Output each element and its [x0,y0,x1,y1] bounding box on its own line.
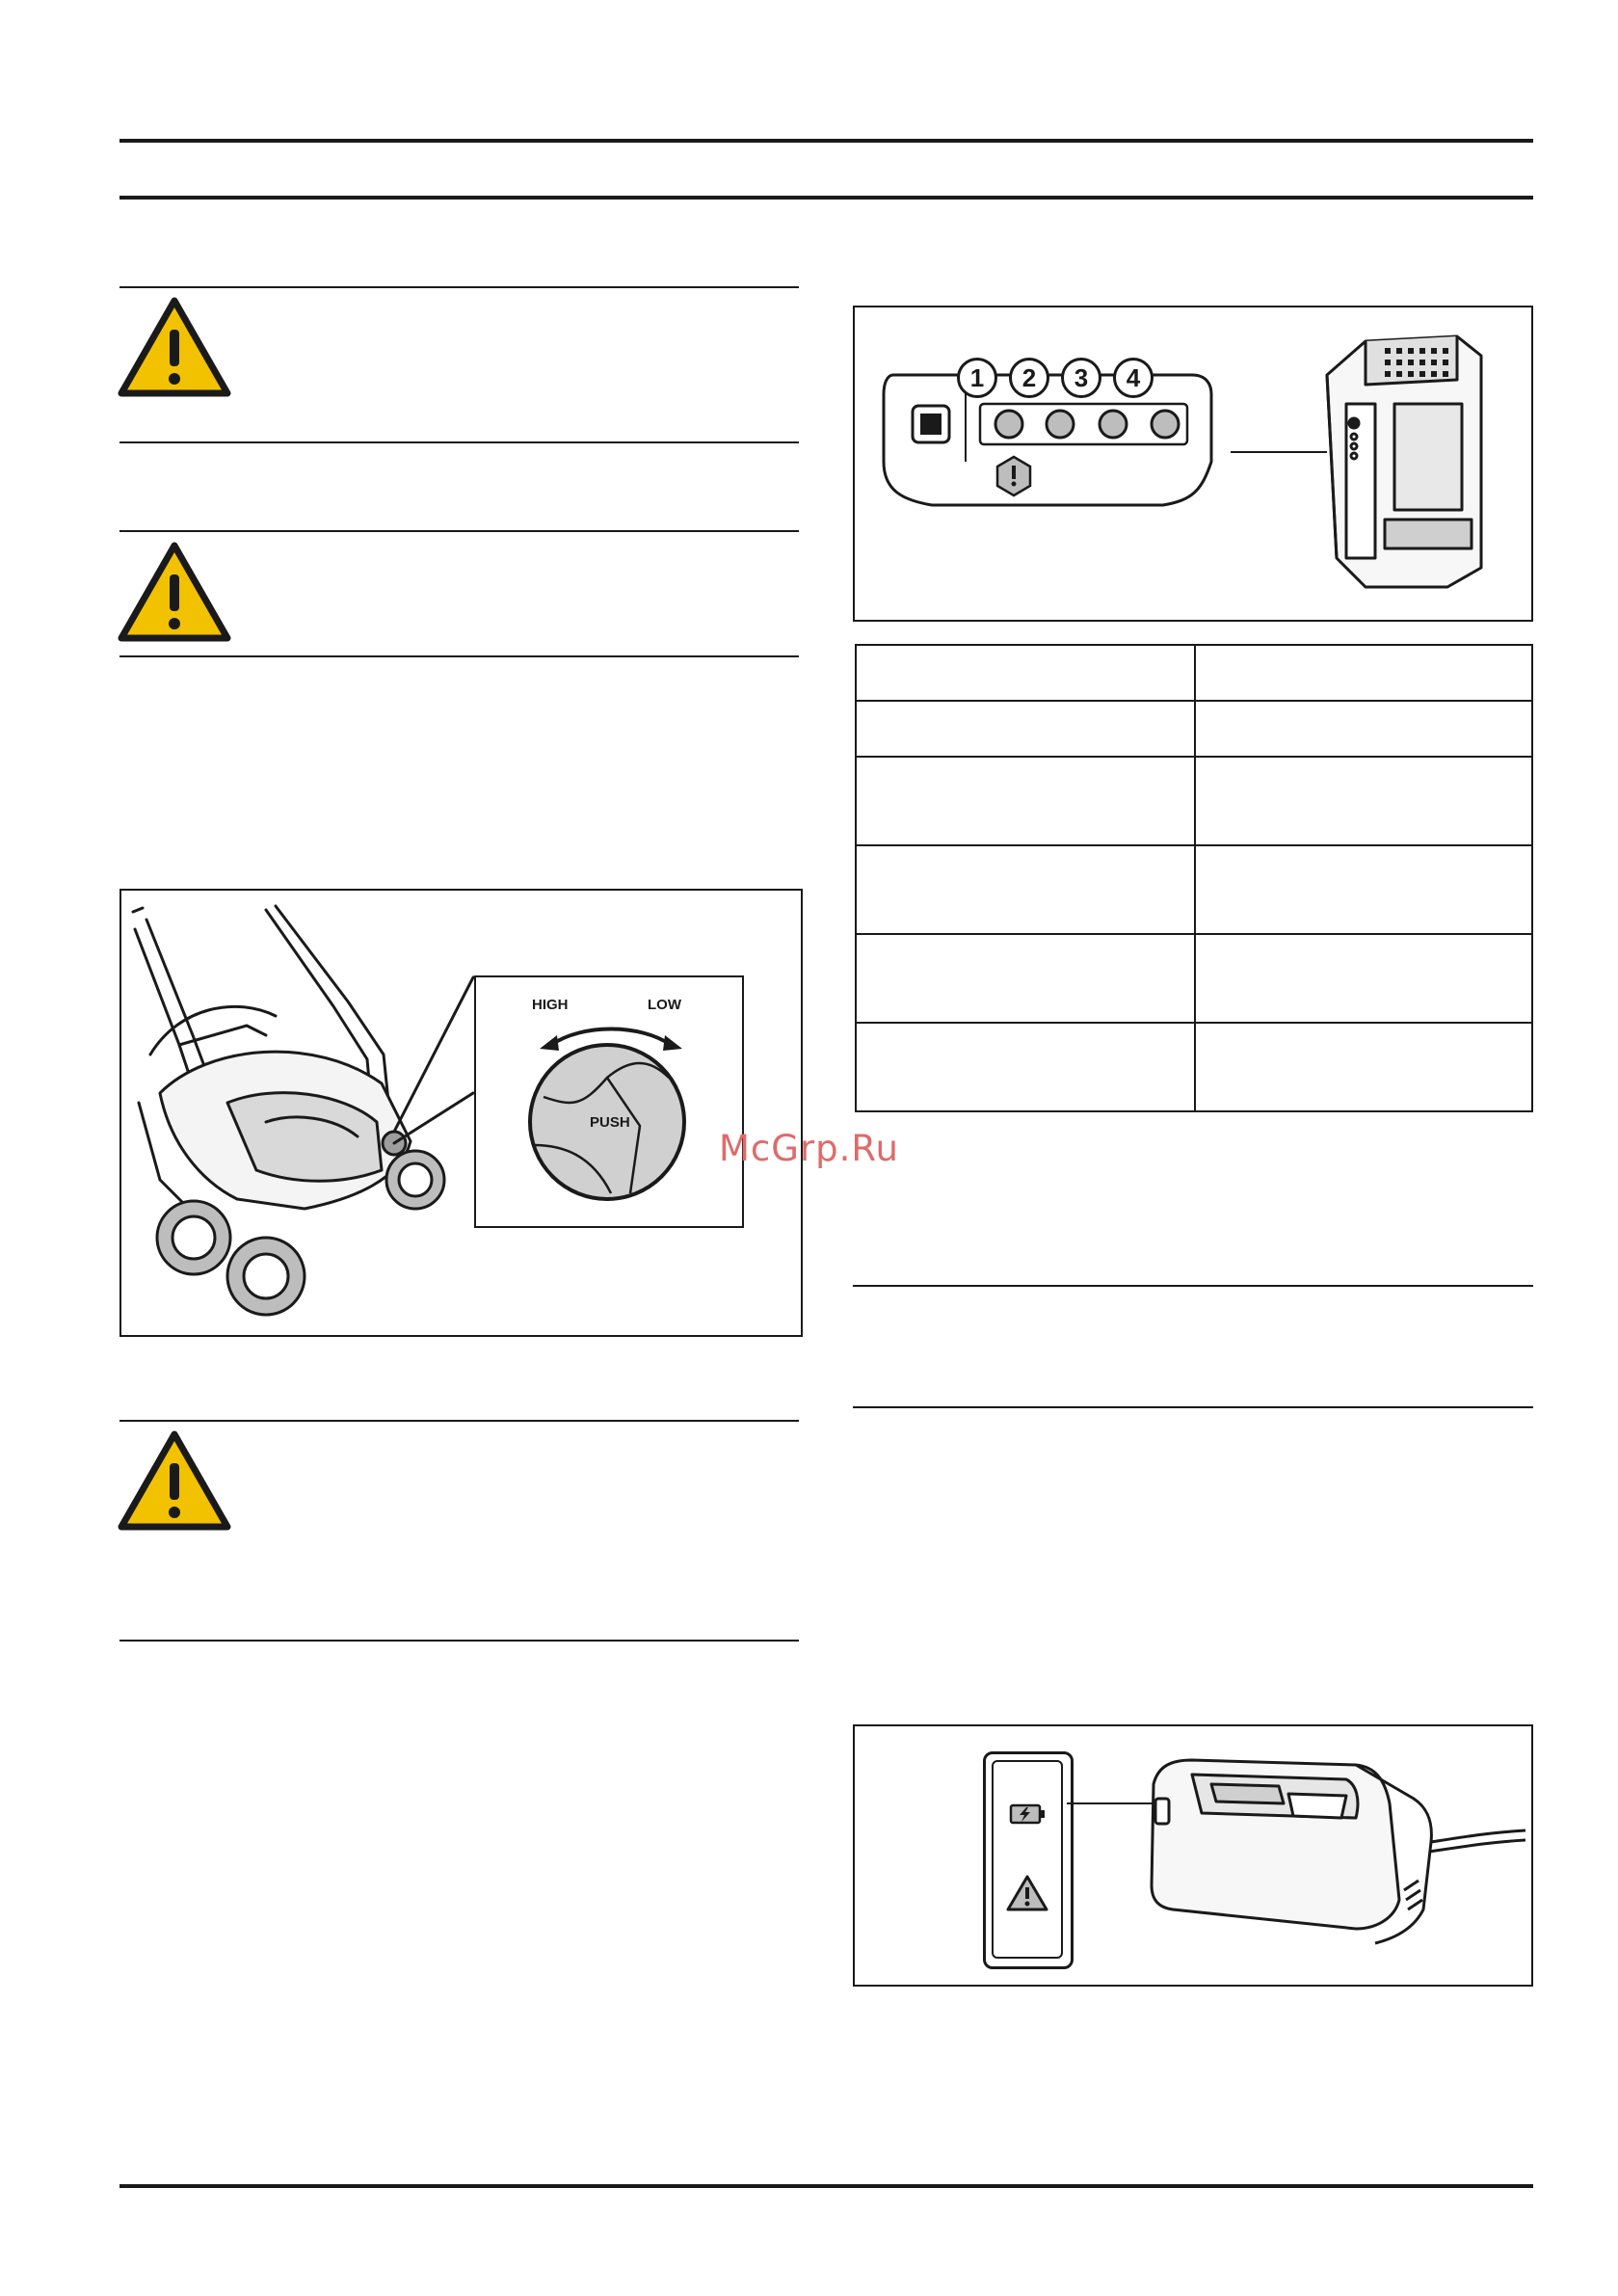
table-cell [1195,934,1532,1023]
figure-charger [853,1724,1533,1987]
high-label: HIGH [532,997,569,1013]
table-cell [1195,645,1532,701]
warning-1-rule-top [119,286,799,288]
table-row [856,645,1532,701]
charger-illustration [1067,1746,1529,1977]
warning-2-rule-top [119,530,799,532]
table-cell [856,645,1195,701]
led-callout-3: 3 [1061,358,1101,398]
table-row [856,934,1532,1023]
header-rule-top [119,139,1533,143]
battery-status-table [855,644,1533,1112]
footer-rule [119,2184,1533,2188]
watermark-text: McGrp.Ru [719,1128,899,1169]
figure-battery-indicator [853,306,1533,622]
warning-triangle-icon [118,297,231,397]
warning-3-rule-top [119,1420,799,1422]
warning-2-rule-bottom [119,655,799,657]
battery-charging-icon [1009,1802,1048,1826]
table-cell [1195,757,1532,845]
right-section-rule-1 [853,1285,1533,1287]
right-section-rule-2 [853,1406,1533,1408]
push-label: PUSH [590,1114,630,1131]
battery-pack-illustration [1231,317,1520,606]
warning-small-icon [1005,1874,1049,1912]
led-callout-4: 4 [1113,358,1154,398]
warning-1-rule-bottom [119,441,799,443]
figure-height-knob [119,889,803,1337]
led-callout-2: 2 [1009,358,1049,398]
table-cell [1195,845,1532,934]
warning-3-rule-bottom [119,1640,799,1642]
table-row [856,845,1532,934]
table-cell [856,1023,1195,1111]
table-row [856,701,1532,757]
led-callout-1: 1 [957,358,997,398]
table-cell [856,845,1195,934]
table-row [856,1023,1532,1111]
header-rule-bottom [119,196,1533,200]
low-label: LOW [648,997,681,1013]
charger-indicator-panel [983,1751,1074,1969]
warning-triangle-icon [118,542,231,642]
battery-indicator-panel [874,356,1240,529]
table-cell [1195,1023,1532,1111]
warning-triangle-icon [118,1430,231,1531]
knob-callout-box [474,975,744,1228]
table-cell [856,934,1195,1023]
table-row [856,757,1532,845]
table-cell [1195,701,1532,757]
table-cell [856,757,1195,845]
table-cell [856,701,1195,757]
